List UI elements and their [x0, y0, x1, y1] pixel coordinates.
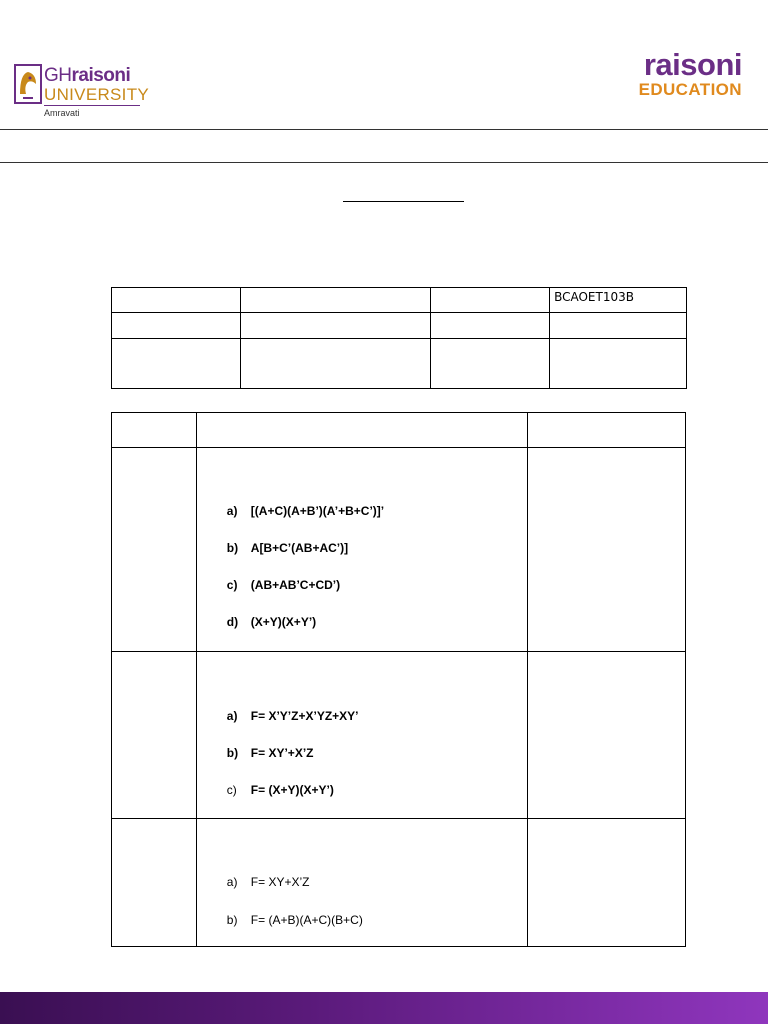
question-body-cell: [196, 652, 528, 819]
list-item: a) F= X’Y’Z+X’YZ+XY’: [226, 709, 359, 723]
marks-cell: [528, 819, 686, 947]
marks-cell: [528, 448, 686, 652]
header-rule-bottom: [0, 162, 768, 163]
list-item: a) F= XY+X’Z: [226, 875, 310, 889]
title-underline: [343, 201, 464, 202]
info-cell: [431, 313, 550, 339]
question-row: [112, 819, 686, 947]
course-info-table: [111, 287, 687, 389]
questions-table: [111, 412, 686, 947]
question-row: [112, 448, 686, 652]
question-number-cell: [112, 652, 197, 819]
info-cell: [112, 288, 241, 313]
option-list: [197, 652, 528, 813]
marks-cell: [528, 652, 686, 819]
info-cell: [240, 288, 431, 313]
info-cell: [240, 339, 431, 389]
list-item: b) A[B+C’(AB+AC’)]: [226, 541, 349, 555]
question-row: [112, 652, 686, 819]
gh-raisoni-university-logo: [14, 64, 150, 122]
list-item: b) F= XY’+X’Z: [226, 746, 314, 760]
header-cell-no: [112, 413, 197, 448]
question-number-cell: [112, 819, 197, 947]
header-cell-question: [196, 413, 528, 448]
list-item: a) [(A+C)(A+B’)(A’+B+C’)]’: [226, 504, 385, 518]
info-row: [112, 313, 687, 339]
list-item: d) (X+Y)(X+Y’): [226, 615, 317, 629]
list-item: c) F= (X+Y)(X+Y’): [226, 783, 334, 797]
lion-crest-icon: [14, 64, 42, 106]
info-cell: [112, 339, 241, 389]
header-cell-marks: [528, 413, 686, 448]
info-row: [112, 339, 687, 389]
option-list: [197, 819, 528, 943]
list-item: c) (AB+AB’C+CD’): [226, 578, 341, 592]
questions-header-row: [112, 413, 686, 448]
info-cell: [550, 339, 687, 389]
education-tagline: EDUCATION: [638, 80, 742, 99]
logo-prefix: GH: [44, 65, 72, 86]
question-number-cell: [112, 448, 197, 652]
logo-divider: [44, 105, 140, 106]
question-body-cell: [196, 819, 528, 947]
info-row: [112, 288, 687, 313]
info-cell: [240, 313, 431, 339]
raisoni-wordmark: raisoni: [643, 47, 742, 82]
logo-name: raisoni: [71, 65, 131, 86]
raisoni-education-logo: [638, 47, 742, 100]
option-list: [197, 448, 528, 645]
course-code-cell: BCAOET103B: [550, 288, 687, 313]
header-rule-top: [0, 129, 768, 130]
logo-university: UNIVERSITY: [44, 85, 150, 104]
info-cell: [431, 339, 550, 389]
question-body-cell: [196, 448, 528, 652]
info-cell: [550, 313, 687, 339]
logo-city: Amravati: [44, 108, 80, 118]
info-cell: [112, 313, 241, 339]
list-item: b) F= (A+B)(A+C)(B+C): [226, 913, 363, 927]
info-cell: [431, 288, 550, 313]
footer-bar: [0, 992, 768, 1024]
